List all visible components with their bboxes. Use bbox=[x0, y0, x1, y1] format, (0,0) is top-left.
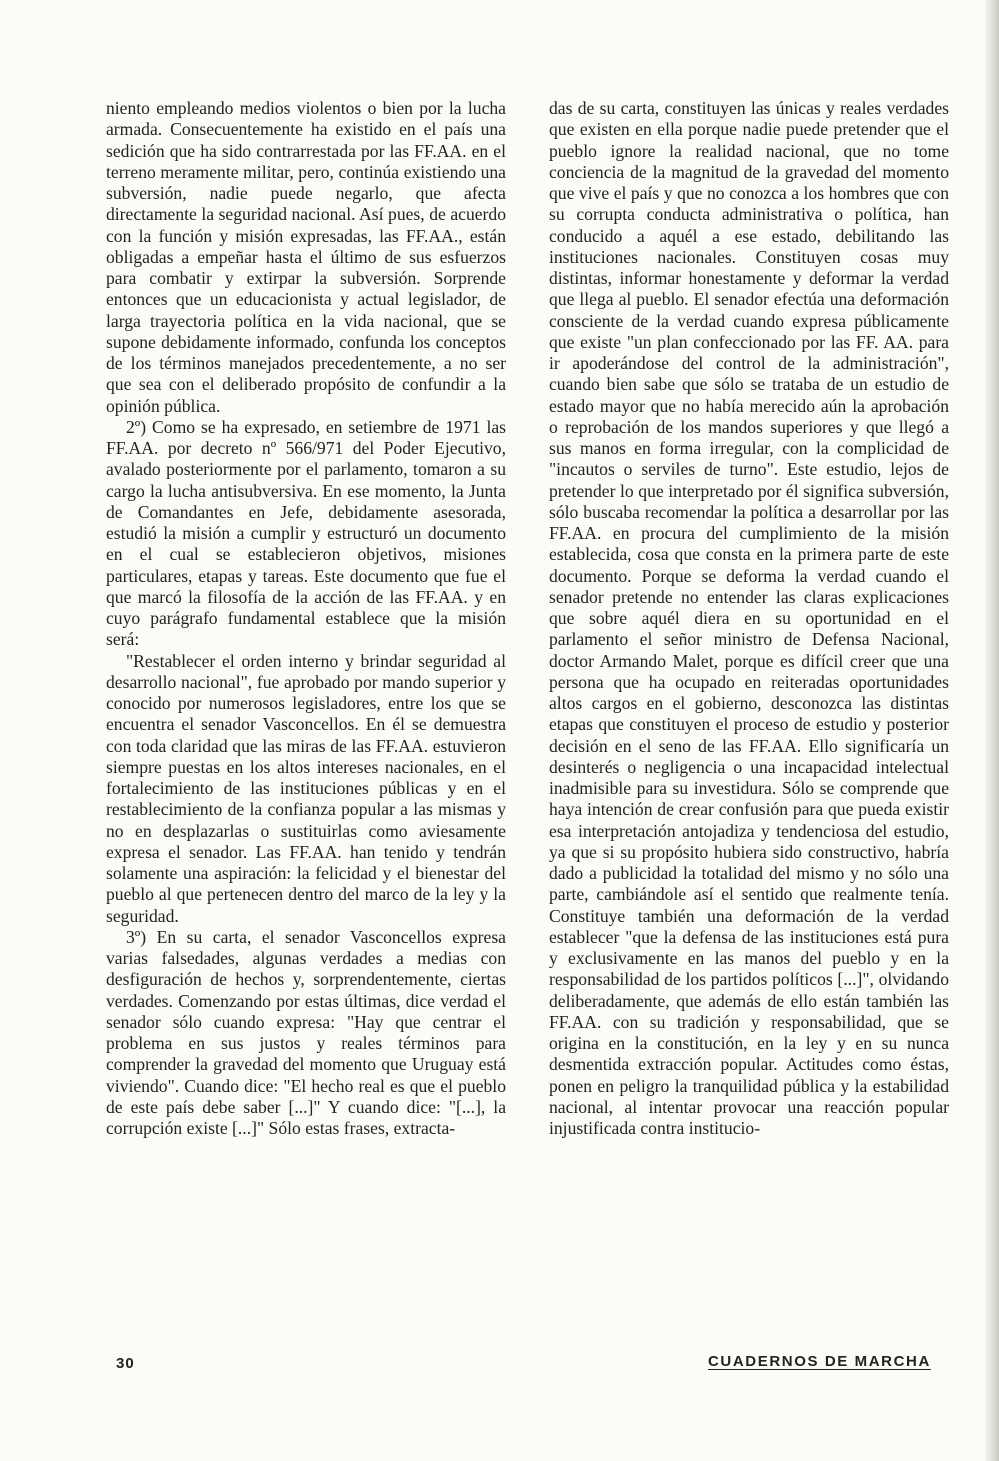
page-edge-shadow bbox=[985, 0, 999, 1461]
left-paragraph-4: 3º) En su carta, el senador Vasconcellos expresa varias falsedades, algunas verdades a medias con desfiguración de hechos y, sorprendentemente, ciertas verdades. Comenzando por estas últimas, dice verdad el senador sólo cuando expresa: "Hay que centrar el problema en sus justos y reales términos para comprender la gravedad del momento que Uruguay está viviendo". Cuando dice: "El hecho real es que el pueblo de este país debe saber [...]" Y cuando dice: "[...], la corrupción existe [...]" Sólo estas frases, extracta- bbox=[106, 926, 506, 1138]
right-column bbox=[549, 98, 949, 1139]
left-paragraph-1: niento empleando medios violentos o bien por la lucha armada. Consecuentemente ha existido en el país una sedición que ha sido contrarrestada por las FF.AA. en el terreno meramente militar, pero, continúa existiendo una subversión, nadie puede negarlo, que afecta directamente la seguridad nacional. Así pues, de acuerdo con la función y misión expresadas, las FF.AA., están obligadas a empeñar hasta el último de sus esfuerzos para combatir y extirpar la subversión. Sorprende entonces que un educacionista y actual legislador, de larga trayectoria política en la vida nacional, que se supone debidamente informado, confunda los conceptos de los términos manejados precedentemente, a no ser que sea con el deliberado propósito de confundir a la opinión pública. bbox=[106, 98, 506, 416]
page-number: 30 bbox=[116, 1355, 135, 1372]
right-paragraph-1: das de su carta, constituyen las únicas y reales verdades que existen en ella porque nadie puede pretender que el pueblo ignore la realidad nacional, que no tome conciencia de la magnitud de la gravedad del momento que vive el país y que no conozca a los hombres que con su corrupta conducta administrativa o política, han conducido a aquél a ese estado, debilitando las instituciones nacionales. Constituyen cosas muy distintas, informar honestamente y deformar la verdad que llega al pueblo. El senador efectúa una deformación consciente de la verdad cuando expresa públicamente que existe "un plan confeccionado por las FF. AA. para ir apoderándose del control de la administración", cuando bien sabe que sólo se trataba de un estudio de estado mayor que no había merecido aún la aprobación o reprobación de los mandos superiores y que llegó a sus manos en forma irregular, con la complicidad de "incautos o serviles de turno". Este estudio, lejos de pretender lo que interpretado por él significa subversión, sólo buscaba recomendar la política a desarrollar por las FF.AA. en procura del cumplimiento de la misión establecida, cosa que consta en la primera parte de este documento. Porque se deforma la verdad cuando el senador pretende no entender las claras explicaciones que sobre aquél diera en su oportunidad en el parlamento el señor ministro de Defensa Nacional, doctor Armando Malet, porque es difícil creer que una persona que ha ocupado en reiteradas oportunidades altos cargos en el gobierno, desconozca las distintas etapas que constituyen el proceso de estudio y posterior decisión en el seno de las FF.AA. Ello significaría un desinterés o negligencia o una incapacidad intelectual inadmisible para su investidura. Sólo se comprende que haya intención de crear confusión para que pueda existir esa interpretación antojadiza y tendenciosa del estudio, ya que si su propósito hubiera sido constructivo, habría dado a publicidad la totalidad del mismo y no sólo una parte, cambiándole así el sentido que realmente tenía. Constituye también una deformación de la verdad establecer "que la defensa de las instituciones está pura y exclusivamente en las manos del pueblo y en la responsabilidad de los partidos políticos [...]", olvidando deliberadamente, que además de ello están también las FF.AA. con su tradición y responsabilidad, que se origina en la constitución, en la ley y en su nunca desmentida extracción popular. Actitudes como éstas, ponen en peligro la tranquilidad pública y la estabilidad nacional, al intentar provocar una reacción popular injustificada contra institucio- bbox=[549, 98, 949, 1138]
publication-footer: CUADERNOS DE MARCHA bbox=[708, 1353, 931, 1370]
left-paragraph-2: 2º) Como se ha expresado, en setiembre de 1971 las FF.AA. por decreto nº 566/971 del Poder Ejecutivo, avalado posteriormente por el parlamento, tomaron a su cargo la lucha antisubversiva. En ese momento, la Junta de Comandantes en Jefe, debidamente asesorada, estudió la misión a cumplir y estructuró un documento en el cual se establecieron objetivos, misiones particulares, etapas y tareas. Este documento que fue el que marcó la filosofía de la acción de las FF.AA. y en cuyo parágrafo fundamental establece que la misión será: bbox=[106, 416, 506, 650]
left-column bbox=[106, 98, 506, 1139]
left-paragraph-3: "Restablecer el orden interno y brindar seguridad al desarrollo nacional", fue aprobado por mando superior y conocido por numerosos legisladores, entre los que se encuentra el senador Vasconcellos. En él se demuestra con toda claridad que las miras de las FF.AA. estuvieron siempre puestas en los altos intereses nacionales, en el fortalecimiento de las instituciones públicas y en el restablecimiento de la confianza popular a las mismas y no en desplazarlas o sustituirlas como aviesamente expresa el senador. Las FF.AA. han tenido y tendrán solamente una aspiración: la felicidad y el bienestar del pueblo al que pertenecen dentro del marco de la ley y la seguridad. bbox=[106, 650, 506, 926]
